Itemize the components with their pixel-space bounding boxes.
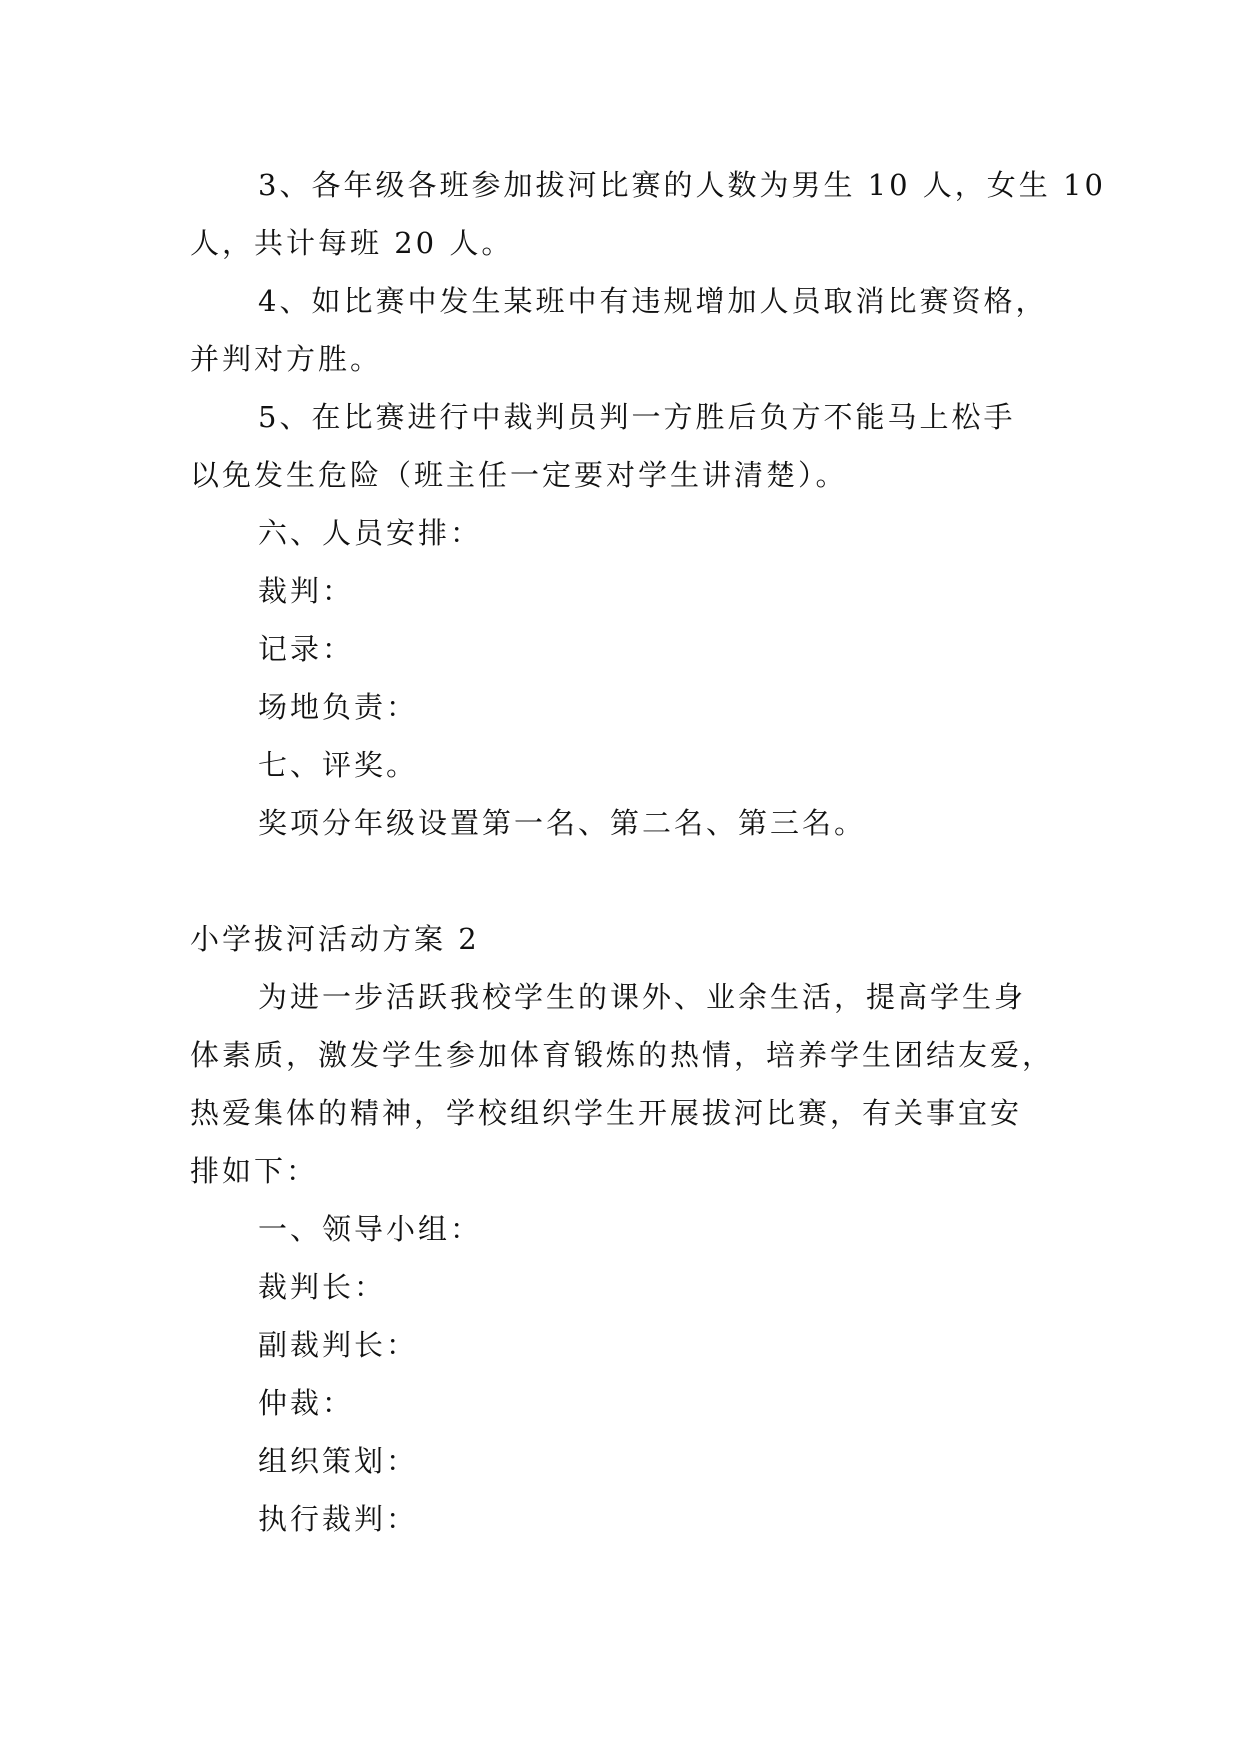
rule-3-line-1: 3、各年级各班参加拔河比赛的人数为男生 10 人，女生 10 xyxy=(258,168,1106,202)
role-arbitration: 仲裁： xyxy=(258,1386,355,1420)
section-2-intro-line-2: 体素质，激发学生参加体育锻炼的热情，培养学生团结友爱， xyxy=(190,1038,1055,1072)
heading-7-awards: 七、评奖。 xyxy=(258,748,419,782)
section-2-intro-line-1: 为进一步活跃我校学生的课外、业余生活，提高学生身 xyxy=(258,980,1027,1014)
section-2-title: 小学拔河活动方案 2 xyxy=(190,922,480,956)
rule-3-line-2: 人，共计每班 20 人。 xyxy=(190,226,514,260)
role-venue: 场地负责： xyxy=(258,690,419,724)
section-2-intro-line-4: 排如下： xyxy=(190,1154,319,1188)
role-organizer: 组织策划： xyxy=(258,1444,419,1478)
rule-5-line-2: 以免发生危险（班主任一定要对学生讲清楚）。 xyxy=(190,458,848,492)
rule-4-line-1: 4、如比赛中发生某班中有违规增加人员取消比赛资格， xyxy=(258,284,1048,318)
role-recorder: 记录： xyxy=(258,632,355,666)
rule-4-line-2: 并判对方胜。 xyxy=(190,342,383,376)
role-referee: 裁判： xyxy=(258,574,355,608)
rule-5-line-1: 5、在比赛进行中裁判员判一方胜后负方不能马上松手 xyxy=(258,400,1016,434)
awards-text: 奖项分年级设置第一名、第二名、第三名。 xyxy=(258,806,867,840)
role-deputy-chief-referee: 副裁判长： xyxy=(258,1328,419,1362)
section-2-heading-1: 一、领导小组： xyxy=(258,1212,483,1246)
heading-6-staff: 六、人员安排： xyxy=(258,516,483,550)
section-2-intro-line-3: 热爱集体的精神，学校组织学生开展拔河比赛，有关事宜安 xyxy=(190,1096,1023,1130)
role-executive-referee: 执行裁判： xyxy=(258,1502,419,1536)
role-chief-referee: 裁判长： xyxy=(258,1270,387,1304)
